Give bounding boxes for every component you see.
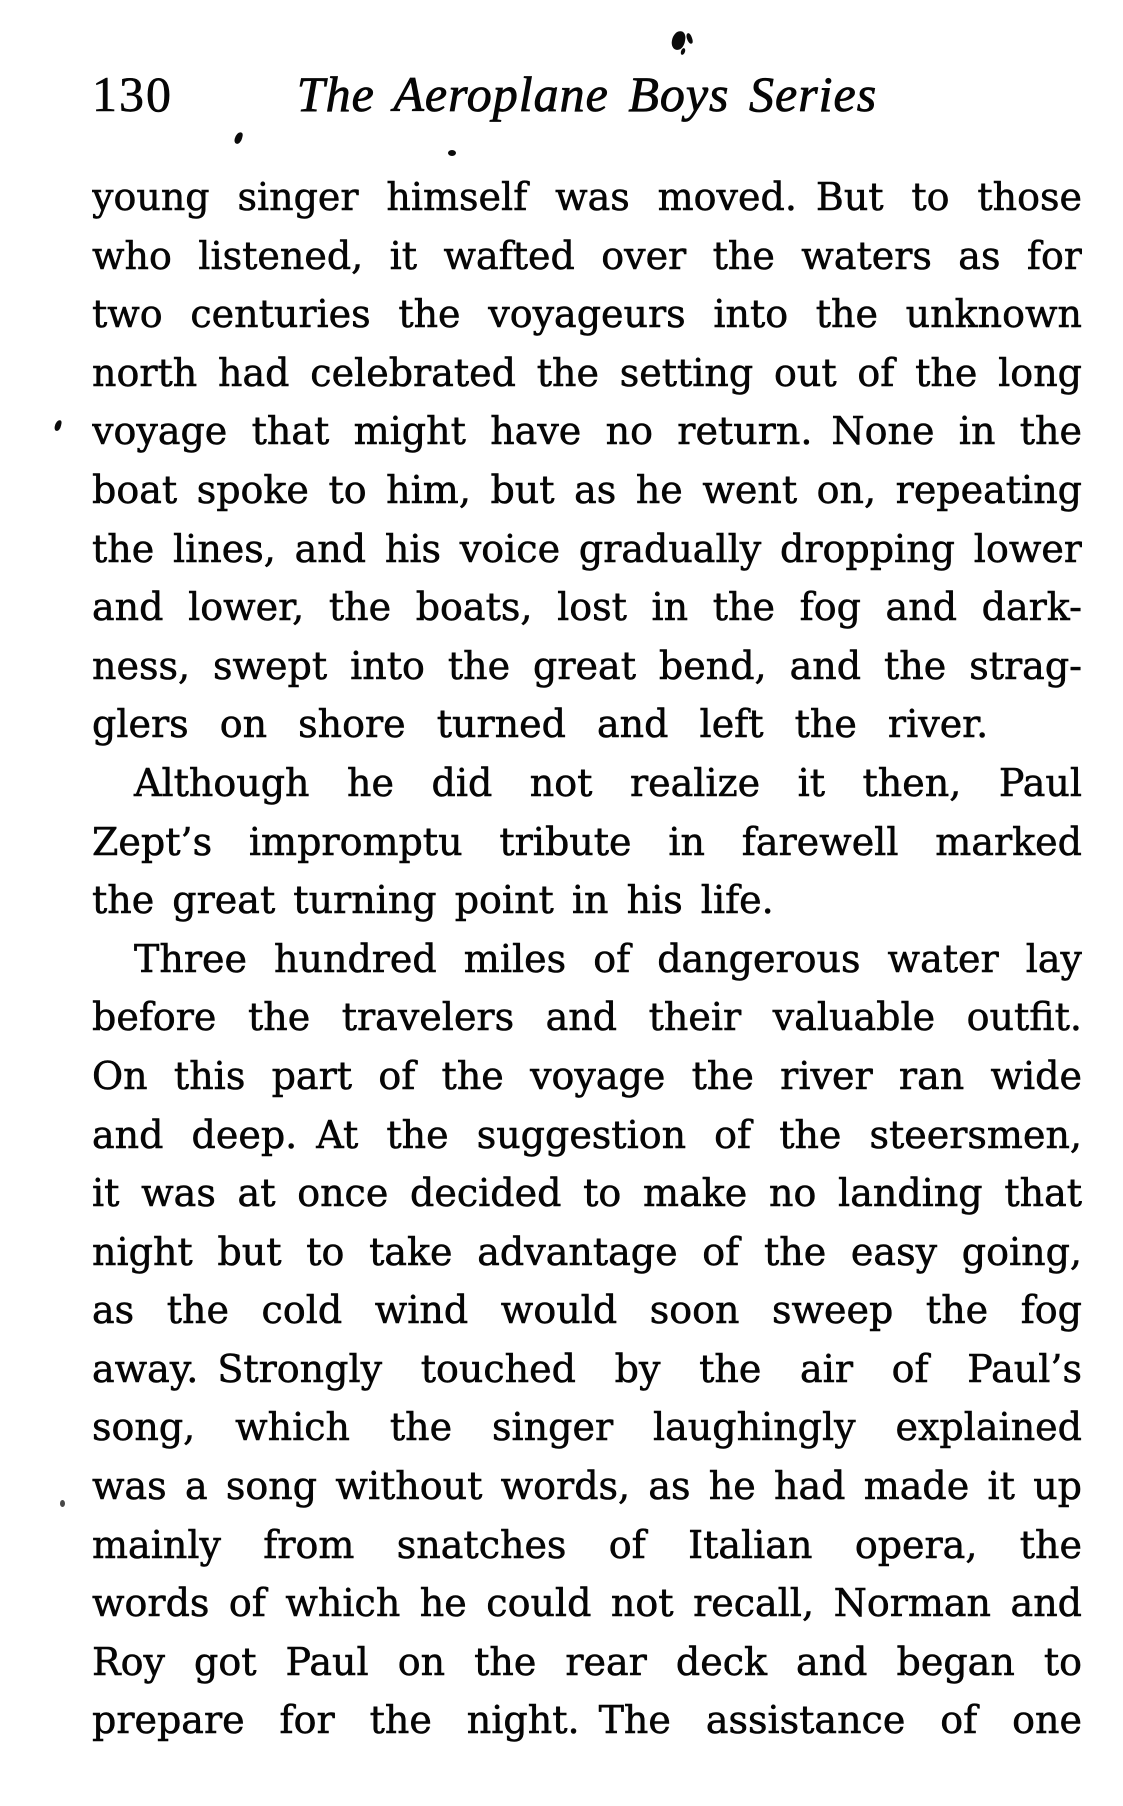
text-line: ness, swept into the great bend, and the strag- xyxy=(92,643,1082,688)
text-line: it was at once decided to make no landing that xyxy=(92,1171,1082,1216)
text-line: Although he did not realize it then, Paul xyxy=(134,760,1082,805)
text-line: Zept’s impromptu tribute in farewell marked xyxy=(92,819,1082,864)
text-line: who listened, it wafted over the waters as for xyxy=(92,233,1082,278)
text-line: Roy got Paul on the rear deck and began to xyxy=(92,1639,1082,1684)
ink-speck xyxy=(60,1500,65,1507)
running-header xyxy=(92,68,1082,120)
text-line: boat spoke to him, but as he went on, repeating xyxy=(92,467,1082,512)
running-title: The Aeroplane Boys Series xyxy=(296,66,878,122)
text-line: north had celebrated the setting out of the long xyxy=(92,350,1082,395)
ink-speck xyxy=(448,150,456,156)
ink-blot xyxy=(680,48,686,56)
text-line: before the travelers and their valuable outfit. xyxy=(92,995,1082,1040)
ink-blot xyxy=(685,32,693,44)
text-line: and lower, the boats, lost in the fog and dark- xyxy=(92,585,1082,630)
text-line: young singer himself was moved. But to those xyxy=(92,175,1082,219)
text-line: words of which he could not recall, Norman and xyxy=(92,1581,1082,1626)
page-number: 130 xyxy=(92,66,173,122)
text-line: song, which the singer laughingly explained xyxy=(92,1405,1082,1450)
text-line: away. Strongly touched by the air of Paul’s xyxy=(92,1346,1082,1391)
text-line: On this part of the voyage the river ran wide xyxy=(92,1053,1082,1098)
text-line: Three hundred miles of dangerous water lay xyxy=(134,936,1082,981)
page-text xyxy=(92,168,1082,1750)
text-line: voyage that might have no return. None in the xyxy=(92,409,1082,454)
text-line: as the cold wind would soon sweep the fog xyxy=(92,1288,1082,1333)
text-line: the great turning point in his life. xyxy=(92,878,774,923)
text-line: and deep. At the suggestion of the steersmen, xyxy=(92,1112,1082,1157)
text-line: prepare for the night. The assistance of one xyxy=(92,1698,1082,1743)
text-line: two centuries the voyageurs into the unknown xyxy=(92,292,1082,337)
ink-speck xyxy=(54,419,62,431)
text-line: was a song without words, as he had made it up xyxy=(92,1464,1082,1509)
text-line: night but to take advantage of the easy going, xyxy=(92,1229,1082,1274)
text-line: glers on shore turned and left the river. xyxy=(92,702,989,747)
text-line: the lines, and his voice gradually dropping lower xyxy=(92,526,1082,571)
text-line: mainly from snatches of Italian opera, the xyxy=(92,1522,1082,1567)
ink-speck xyxy=(234,131,244,144)
